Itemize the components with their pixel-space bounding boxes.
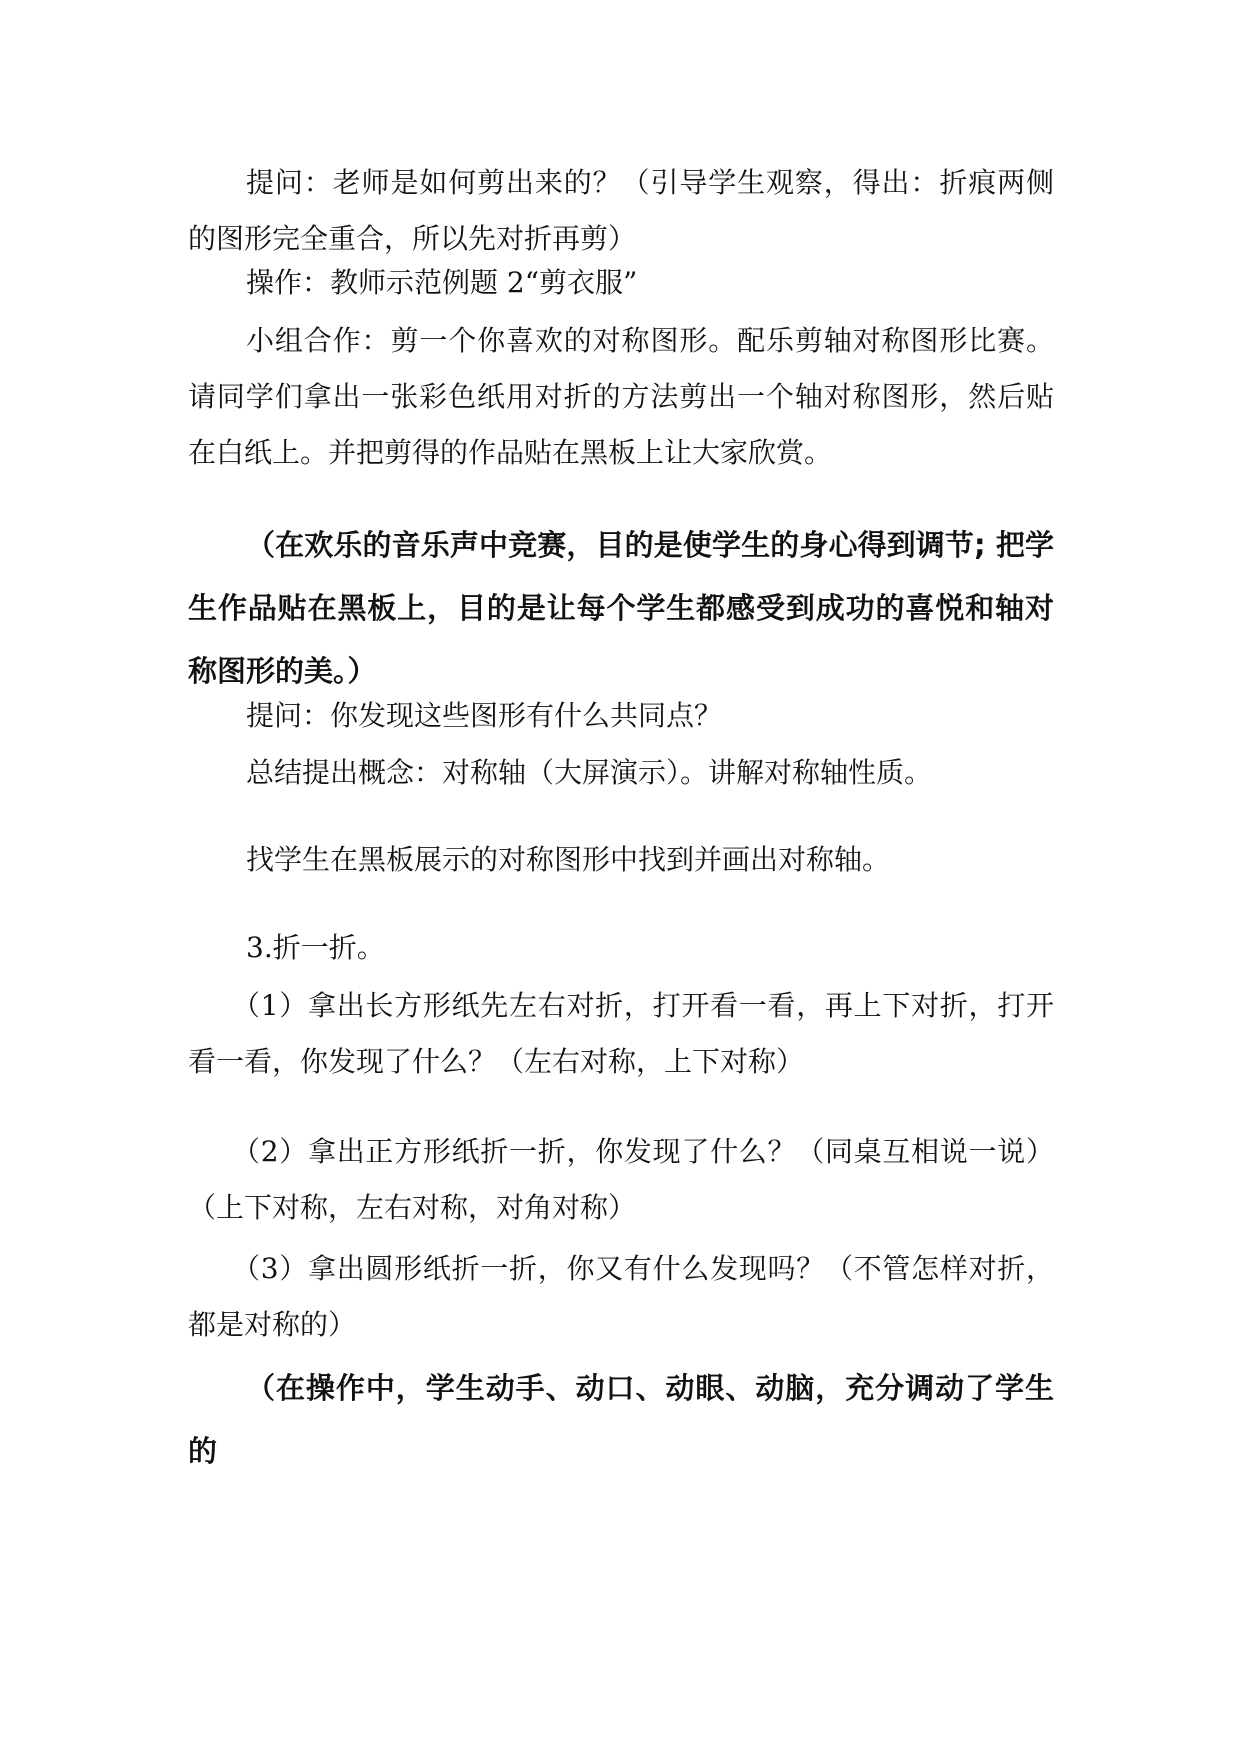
heading-fold-section: 3.折一折。 (246, 931, 385, 964)
paragraph-summary-axis: 总结提出概念：对称轴（大屏演示）。讲解对称轴性质。 (246, 756, 933, 789)
paragraph-group-work: 小组合作：剪一个你喜欢的对称图形。配乐剪轴对称图形比赛。请同学们拿出一张彩色纸用对折的方法剪出一个轴对称图形，然后贴在白纸上。并把剪得的作品贴在黑板上让大家欣赏。 (188, 324, 1054, 469)
paragraph-teaching-note-1: （在欢乐的音乐声中竞赛，目的是使学生的身心得到调节; 把学生作品贴在黑板上，目的是让每个学生都感受到成功的喜悦和轴对称图形的美。） (188, 528, 1054, 688)
paragraph-circle-fold: （3）拿出圆形纸折一折，你又有什么发现吗？（不管怎样对折，都是对称的） (188, 1252, 1054, 1341)
paragraph-operation-demo: 操作：教师示范例题 2“剪衣服” (246, 266, 638, 299)
paragraph-question-cutting: 提问：老师是如何剪出来的？（引导学生观察，得出：折痕两侧的图形完全重合，所以先对折再剪） (188, 166, 1054, 255)
paragraph-rectangle-fold: （1）拿出长方形纸先左右对折，打开看一看，再上下对折，打开看一看，你发现了什么？（左右对称，上下对称） (188, 989, 1054, 1078)
paragraph-find-axis: 找学生在黑板展示的对称图形中找到并画出对称轴。 (246, 843, 891, 876)
paragraph-square-fold: （2）拿出正方形纸折一折，你发现了什么？（同桌互相说一说）（上下对称，左右对称，对角对称） (188, 1135, 1054, 1224)
paragraph-teaching-note-2: （在操作中，学生动手、动口、动眼、动脑，充分调动了学生的 (188, 1371, 1054, 1468)
paragraph-question-common: 提问：你发现这些图形有什么共同点？ (246, 699, 723, 732)
